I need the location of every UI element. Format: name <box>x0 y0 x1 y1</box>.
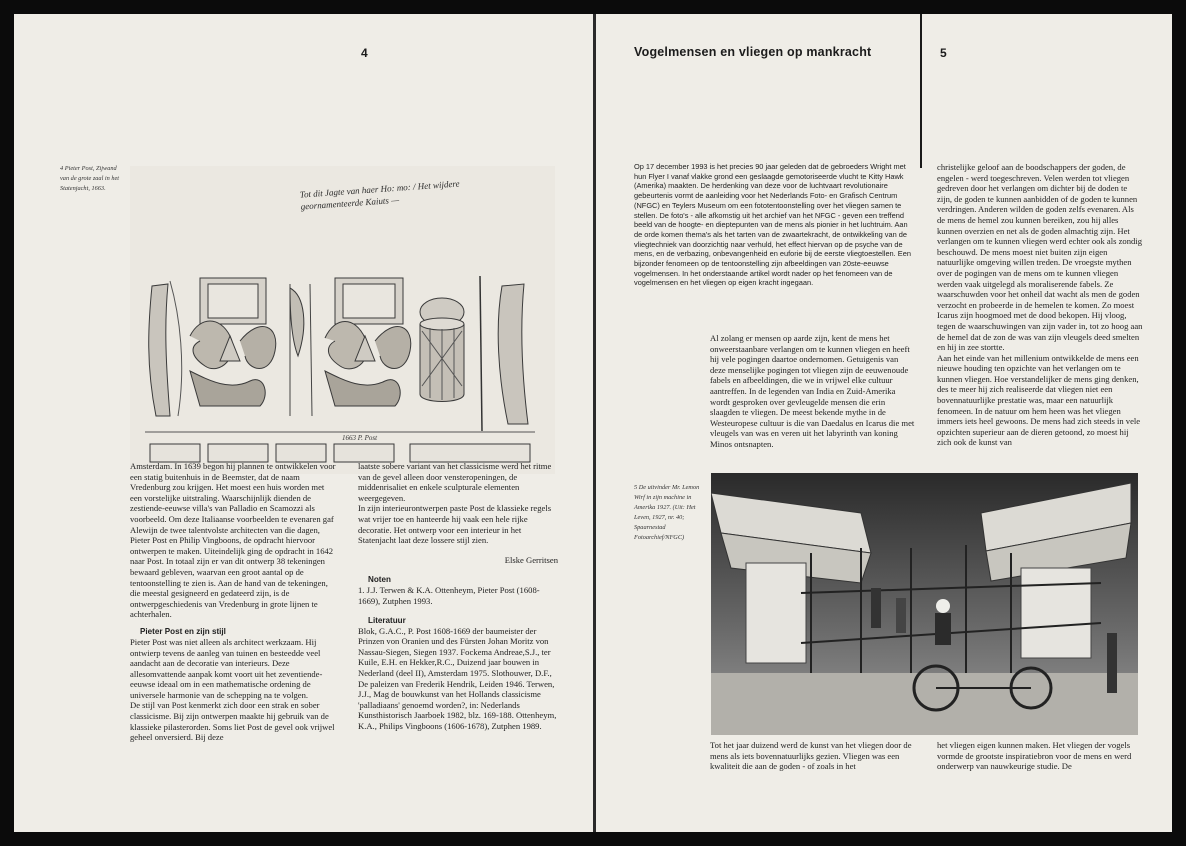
early-aircraft-photo <box>711 473 1138 735</box>
body-paragraph: Amsterdam. In 1639 begon hij plannen te ontwikkelen voor een statig buitenhuis in de Beemster, dat de naam Vredenburg zou krijgen. Het moest een huis worden met een vorstelijke uitstraling. Waarschijnlijk dienden de zestiende-eeuwse villa's van Palladio en Scamozzi als voorbeeld. Om deze Italiaanse voorbeelden te evenaren gaf Alewijn de twee talentvolste architecten van die dagen, Pieter Post en Philip Vingboons, de opdracht hiervoor ontwerpen te maken. Uiteindelijk ging de opdracht in 1642 naar Post. In totaal zijn er van dit ontwerp 38 tekeningen bewaard gebleven, waarvan een groot aantal op de tentoonstelling te zien is. Aan de hand van de tekeningen, die meestal gesigneerd en gedateerd zijn, is de ontwerpgeschiedenis van Vredenburg in grote lijnen te achterhalen. <box>130 461 336 620</box>
interior-wall-drawing <box>130 166 555 474</box>
bottom-right-text: het vliegen eigen kunnen maken. Het vliegen der vogels vormde de grootste inspiratiebron voor de mens en werd onderwerp van nauwkeurige studie. De <box>937 740 1132 772</box>
right-column-text <box>937 162 1143 462</box>
body-paragraph: Aan het einde van het millenium ontwikkelde de mens een nieuwe houding ten opzichte van het verlangen om te kunnen vliegen. Hoe verstandelijker de mens ging denken, des te meer hij zich realiseerde dat vliegen niet een bovennatuurlijke prestatie was, maar een natuurlijk fenomeen. In de natuur om hem heen was het vliegen immers iets heel gewoons. De mens had zich steeds in vele opzichten superieur aan de dieren getoond, zo moest hij zich ook de kunst van <box>937 352 1141 448</box>
body-paragraph: In zijn interieurontwerpen paste Post de klassieke regels wat vrijer toe en hanteerde hij vaak een hele rijke decoratie. Het ontwerp voor een interieur in het Statenjacht laat deze lossere stijl zien. <box>358 503 552 546</box>
biplane-photo-illustration <box>711 473 1138 735</box>
ornament-drawing-illustration <box>130 166 555 474</box>
literature-list: Blok, G.A.C., P. Post 1608-1669 der baumeister der Prinzen von Oranien und des Fürsten Johan Moritz von Nassau-Siegen, Siegen 1937. Fockema Andreae,S.J., ter Kuile, E.H. en Hekker,R.C., Duizend jaar bouwen in Nederland (deel II), Amsterdam 1975. Slothouwer, D.F., De paleizen van Frederik Hendrik, Leiden 1946. Terwen, J.J., Mag de bouwkunst van het Hollands classicisme 'palladiaans' genoemd worden?, in: Nederlands Kunsthistorisch Jaarboek 1982, blz. 169-188. Ottenheym, K.A., Philips Vingboons (1606-1678), Zutphen 1989. <box>358 625 557 731</box>
bottom-left-text: Tot het jaar duizend werd de kunst van het vliegen door de mens als iets bovennatuurlijks gezien. Vliegen was een kwaliteit die aan de goden - of zoals in het <box>710 740 912 772</box>
body-paragraph: De stijl van Post kenmerkt zich door een strak en sober classicisme. Bij zijn ontwerpen maakte hij gebruik van de klassieke pilasterorden. Soms liet Post de gevel ook vrijwel geheel onversierd. Bij deze <box>130 700 335 743</box>
section-heading: Pieter Post en zijn stijl <box>140 626 226 636</box>
left-column-1 <box>130 461 338 743</box>
author-signature: Elske Gerritsen <box>504 554 558 565</box>
body-paragraph: christelijke geloof aan de boodschappers der goden, de engelen - werd toegeschreven. Velen werden tot vliegen gedreven door het verlangen om dichter bij de doden te zijn, de goden te kunnen aanbidden of de goden te kunnen verdringen. Anderen wilden de goden zelfs evenaren. Als de mens de hemel zou kunnen bereiken, zou hij alles kunnen overzien en net als de goden almachtig zijn. Het verlangen om te kunnen vliegen werd echter ook als zondig beschouwd. De mens moest niet buiten zijn eigen natuurlijke omgeving willen treden. De vroegste mythen over de pogingen van de mens om te kunnen vliegen werden vaak uitgelegd als moraliserende fabels. Ze waarschuwden voor het onheil dat wacht als men de goden verzocht en probeerde in de hemelen te komen. Zo moest Icarus zijn hoogmoed met de dood bekopen. Hij vloog, tegen de waarschuwingen van zijn vader in, tot zo hoog aan de hemel dat de zon de was van zijn vleugels deed smelten en hij in zee stortte. <box>937 162 1143 353</box>
body-paragraph: Pieter Post was niet alleen als architect werkzaam. Hij ontwierp tevens de aanleg van tuinen en besteedde veel aandacht aan de decoratie van interieurs. Deze allesomvattende aanpak komt voort uit het zeventiende-eeuwse ideaal om in een mathematische ordening de universele harmonie van de schepping na te volgen. <box>130 636 323 700</box>
figure-5-caption: 5 De uitvinder Mr. Lemon Wirf in zijn machine in Amerika 1927. (Uit: Het Leven, 1927, nr. 40; Spaarnestad Fotoarchief/NFGC) <box>634 484 700 541</box>
notes-text: 1. J.J. Terwen & K.A. Ottenheym, Pieter Post (1608-1669), Zutphen 1993. <box>358 585 540 606</box>
figure-4-caption: 4 Pieter Post, Zijwand van de grote zaal in het Statenjacht, 1663. <box>60 165 120 192</box>
article-intro: Op 17 december 1993 is het precies 90 jaar geleden dat de gebroeders Wright met hun Flyer I vanaf vlakke grond een geslaagde gemotoriseerde vlucht te Kitty Hawk (Amerika) maakten. De herdenking van deze voor de luchtvaart revolutionaire gebeurtenis vormt de aanleiding voor het Nederlands Foto- en Grafisch Centrum (NFGC) en Teylers Museum om een fototentoonstelling over het vliegen samen te stellen. De foto's - alle afkomstig uit het archief van het NFGC - geven een treffend beeld van de hoogte- en dieptepunten van de mens als pionier in het luchtruim. Aan de orde komen thema's als het tarten van de zwaartekracht, de ontwikkeling van de vliegtechniek van doorzichtig naar verhuld, het effect hiervan op de psyche van de mens, en de verbazing, onbevangenheid en euforie bij de eerste vliegtoestellen. Een bijzonder fenomeen op de tentoonstelling zijn afbeeldingen van 20ste-eeuwse vogelmensen. In het onderstaande artikel wordt nader op het fenomeen van de vogelmensen en het vliegen op eigen kracht ingegaan. <box>634 162 911 288</box>
page-number-left: 4 <box>361 46 368 60</box>
running-head: Vogelmensen en vliegen op mankracht <box>634 45 872 59</box>
left-column-2 <box>358 461 558 731</box>
body-paragraph: laatste sobere variant van het classicisme werd het ritme van de gevel alleen door vensteropeningen, de middenrisaliet en enkele sculpturale elementen weergegeven. <box>358 461 552 503</box>
notes-heading: Noten <box>368 575 391 585</box>
middle-column-text: Al zolang er mensen op aarde zijn, kent de mens het onweerstaanbare verlangen om te kunnen vliegen en heeft hij vele pogingen daartoe ondernomen. Getuigenis van deze menselijke pogingen tot vliegen zijn de eeuwenoude fabels en afbeeldingen, die we in vrijwel elke cultuur aantreffen. In de legenden van India en Zuid-Amerika wordt gesproken over gevleugelde mensen die erin slaagden te vliegen. De meest bekende mythe in de Westeuropese cultuur is die van Daedalus en Icarus die met vleugels van was en veren uit het labyrinth van koning Minos ontsnapten. <box>710 333 915 449</box>
header-rule <box>920 14 922 168</box>
page-number-right: 5 <box>940 46 947 60</box>
literature-heading: Literatuur <box>368 615 406 625</box>
drawing-date-signature: 1663 P. Post <box>342 434 378 442</box>
drawing-handwritten-annotation: Tot dit Jagte van haer Ho: mo: / Het wijdere geornamenteerde Kaiuts — <box>299 178 460 212</box>
